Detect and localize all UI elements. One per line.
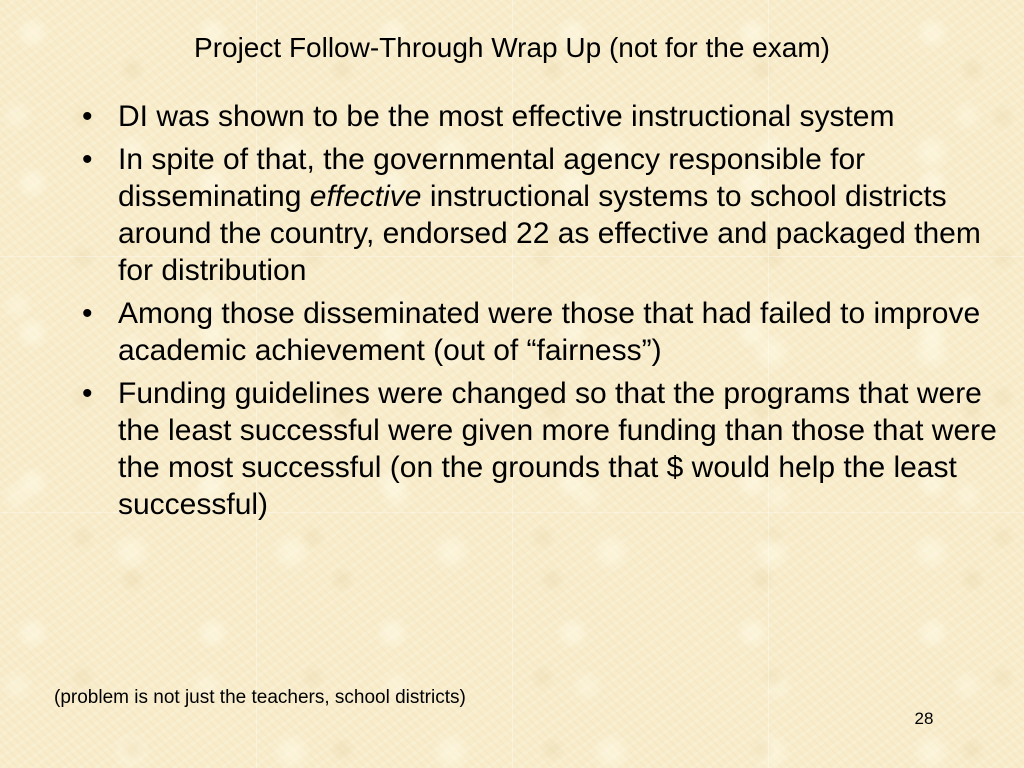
- bullet-item: [78, 141, 998, 289]
- bullet-item: [78, 375, 998, 523]
- bullet-icon: •: [82, 377, 93, 410]
- bullet-text: DI was shown to be the most effective instructional system: [118, 100, 895, 133]
- bullet-text: Funding guidelines were changed so that the programs that were the least successful were given more funding than those that were the most successful (on the grounds that $ would help the least successful): [118, 377, 997, 521]
- bullet-icon: •: [82, 100, 93, 133]
- bullet-list: [78, 98, 998, 529]
- bullet-text-start: In spite of that, the governmental agency responsible for disseminating: [118, 143, 866, 213]
- bullet-text-end: instructional systems to school districts around the country, endorsed 22 as effective and packaged them for distribution: [118, 180, 981, 287]
- slide-title: Project Follow-Through Wrap Up (not for the exam): [194, 32, 830, 63]
- bullet-item: [78, 98, 998, 135]
- bullet-item: [78, 295, 998, 369]
- bullet-icon: •: [82, 143, 93, 176]
- bullet-text: Among those disseminated were those that had failed to improve academic achievement (out of “fairness”): [118, 297, 981, 367]
- slide-footnote: (problem is not just the teachers, school districts): [54, 687, 466, 708]
- page-number: 28: [914, 709, 934, 728]
- bullet-emphasis: effective: [309, 180, 422, 213]
- bullet-icon: •: [82, 297, 93, 330]
